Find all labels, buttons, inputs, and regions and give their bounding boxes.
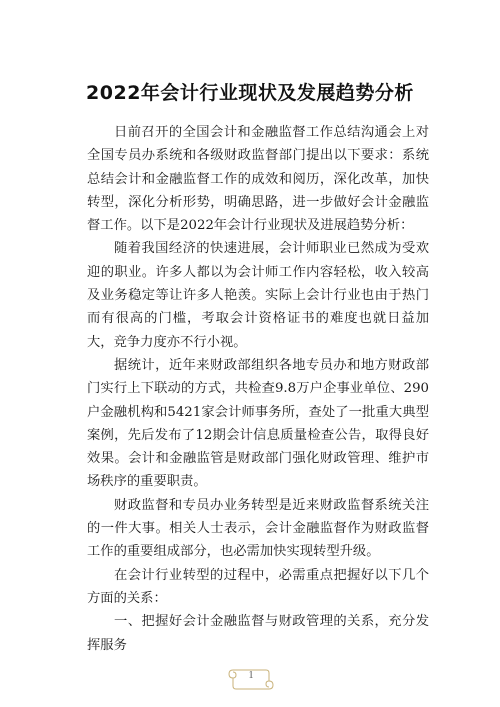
paragraph: 据统计，近年来财政部组织各地专员办和地方财政部门实行上下联动的方式，共检查9.8万户企事业单位、290户金融机构和5421家会计师事务所，查处了一批重大典型案例，先后发布了12期会计信息质量检查公告，取得良好效果。会计和金融监管是财政部门强化财政管理、维护市场秩序的重要职责。 xyxy=(87,357,429,490)
paragraph: 日前召开的全国会计和金融监督工作总结沟通会上对全国专员办系统和各级财政监督部门提出以下要求：系统总结会计和金融监督工作的成效和阅历，深化改革，加快转型，深化分析形势，明确思路，进一步做好会计金融监督工作。以下是2022年会计行业现状及进展趋势分析： xyxy=(87,125,429,234)
paragraph: 随着我国经济的快速进展，会计师职业已然成为受欢迎的职业。许多人都以为会计师工作内容轻松，收入较高及业务稳定等让许多人艳羡。实际上会计行业也由于热门而有很高的门槛，考取会计资格证书的难度也就日益加大，竞争力度亦不行小视。 xyxy=(87,241,429,350)
paragraph: 财政监督和专员办业务转型是近来财政监督系统关注的一件大事。相关人士表示，会计金融监督作为财政监督工作的重要组成部分，也必需加快实现转型升级。 xyxy=(87,497,429,560)
page-footer xyxy=(225,664,277,692)
document-title: 2022年会计行业现状及发展趋势分析 xyxy=(86,82,414,104)
page-number: 1 xyxy=(248,670,254,681)
paragraph: 在会计行业转型的过程中，必需重点把握好以下几个方面的关系： xyxy=(87,567,429,606)
document-body xyxy=(87,121,429,657)
paragraph: 一、把握好会计金融监督与财政管理的关系，充分发挥服务 xyxy=(87,614,429,653)
